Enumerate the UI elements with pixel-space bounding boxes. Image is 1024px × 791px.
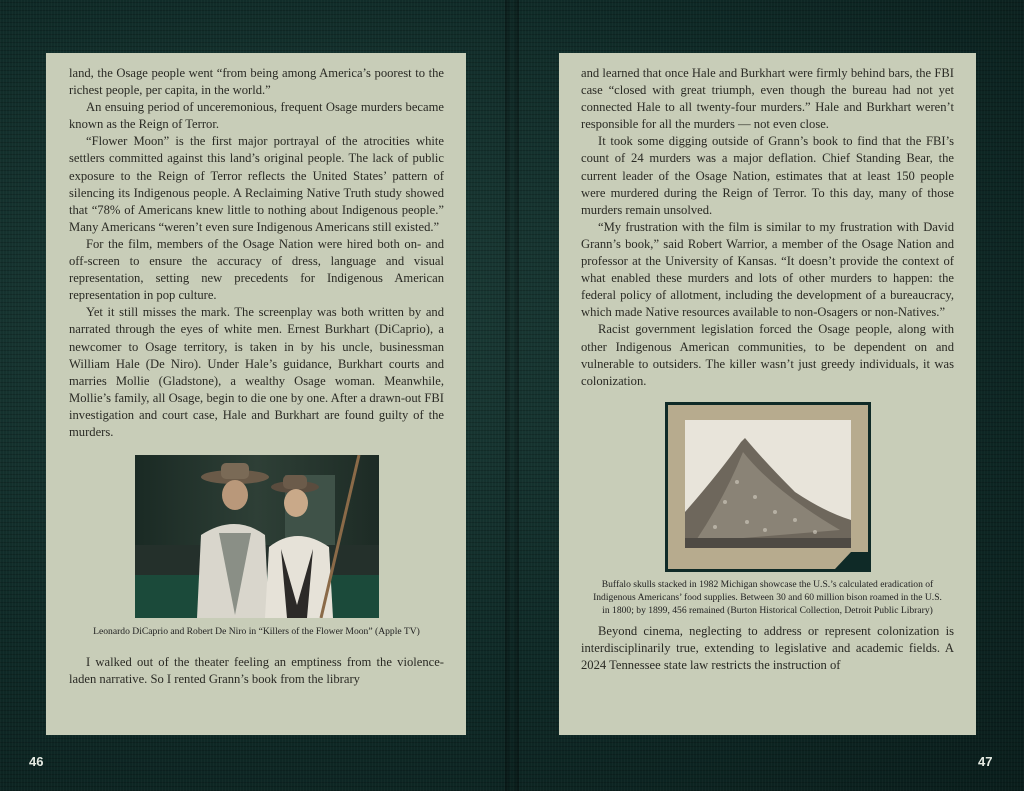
photo-caption: Buffalo skulls stacked in 1982 Michigan showcase the U.S.’s calculated eradication of Indigenous Americans’ food supplies. Between 30 and 60 million bison roamed in the U.S. in 1800; by 1899, 456 remained (Burton Historical Collection, Detroit Public Library) xyxy=(593,578,942,616)
paragraph: For the film, members of the Osage Nation were hired both on- and off-screen to ensure the accuracy of dress, language and visual representation, setting new precedents for Indigenous American representation in pop culture. xyxy=(69,236,444,303)
bison-skulls-photo xyxy=(665,402,871,572)
film-still-photo xyxy=(135,455,379,618)
paragraph: Beyond cinema, neglecting to address or represent colonization is interdisciplinarily true, extending to legislative and academic fields. A 2024 Tennessee state law restricts the instruction of xyxy=(581,623,954,672)
paragraph: Yet it still misses the mark. The screenplay was both written by and narrated through the eyes of white men. Ernest Burkhart (DiCaprio), a newcomer to Osage territory, is taken in by his uncle, businessman William Hale (De Niro). Under Hale’s guidance, Burkhart courts and marries Mollie (Gladstone), a wealthy Osage woman. Meanwhile, Mollie’s family, all Osage, begin to die one by one. After a drawn-out FBI investigation and court case, Hale and Burkhart are found guilty of the murders. xyxy=(69,305,444,439)
paragraph: “My frustration with the film is similar to my frustration with David Grann’s book,” said Robert Warrior, a member of the Osage Nation and professor at the University of Kansas. “It doesn’t provide the context of what enabled these murders and lots of other murders to happen: the federal policy of allotment, including the development of a bureaucracy, which made Native resources available to non-Osagers or non-Natives.” xyxy=(581,219,954,320)
paragraph: and learned that once Hale and Burkhart were firmly behind bars, the FBI case “closed with great triumph, even though the bureau had not yet connected Hale to all twenty-four murders.” Hale and Burkhart weren’t responsible for all the murders — not even close. xyxy=(581,66,954,132)
left-page-panel xyxy=(46,53,466,735)
photo-caption: Leonardo DiCaprio and Robert De Niro in “Killers of the Flower Moon” (Apple TV) xyxy=(93,626,420,638)
film-still-figure xyxy=(69,455,444,638)
paragraph: An ensuing period of unceremonious, frequent Osage murders became known as the Reign of Terror. xyxy=(69,100,444,132)
book-gutter xyxy=(505,0,519,791)
page-number-left: 46 xyxy=(29,754,44,769)
paragraph: It took some digging outside of Grann’s book to find that the FBI’s count of 24 murders was a major deflation. Chief Standing Bear, the current leader of the Osage Nation, estimates that at least 150 people were murdered during the Reign of Terror. To this day, many of those murders remain unsolved. xyxy=(581,134,954,217)
page-number-right: 47 xyxy=(978,754,993,769)
paragraph: “Flower Moon” is the first major portrayal of the atrocities white settlers committed against this land’s original people. The lack of public exposure to the Reign of Terror reflects the United States’ pattern of silencing its Indigenous people. A Reclaiming Native Truth study showed that “78% of Americans knew little to nothing about Indigenous people.” Many Americans “weren’t even sure Indigenous Americans still existed.” xyxy=(69,134,444,234)
paragraph: Racist government legislation forced the Osage people, along with other Indigenous American communities, to be dependent on and vulnerable to outsiders. The killer wasn’t just greedy individuals, it was colonization. xyxy=(581,322,954,388)
right-page-panel xyxy=(559,53,976,735)
paragraph: land, the Osage people went “from being among America’s poorest to the richest people, per capita, in the world.” xyxy=(69,66,444,98)
paragraph: I walked out of the theater feeling an emptiness from the violence-laden narrative. So I rented Grann’s book from the library xyxy=(69,655,444,687)
bison-skulls-figure xyxy=(581,402,954,617)
